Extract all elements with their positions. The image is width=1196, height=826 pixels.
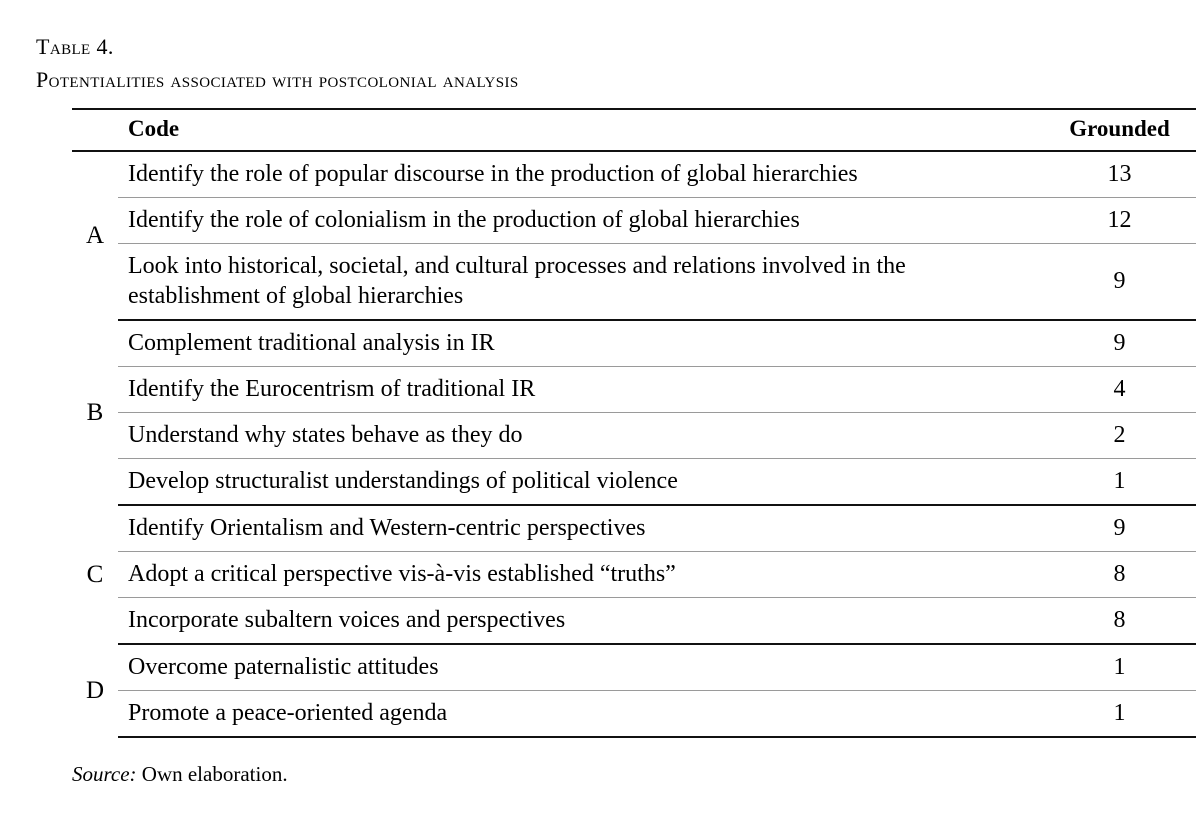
code-cell: Complement traditional analysis in IR bbox=[118, 320, 1043, 367]
table-row bbox=[72, 644, 1196, 691]
grounded-cell: 9 bbox=[1043, 505, 1196, 552]
header-grounded: Grounded bbox=[1043, 109, 1196, 151]
table-row bbox=[72, 598, 1196, 645]
source-label: Source: bbox=[72, 762, 137, 786]
table-row bbox=[72, 198, 1196, 244]
table-row bbox=[72, 320, 1196, 367]
header-group bbox=[72, 109, 118, 151]
grounded-cell: 9 bbox=[1043, 244, 1196, 321]
grounded-cell: 13 bbox=[1043, 151, 1196, 198]
code-cell: Promote a peace-oriented agenda bbox=[118, 691, 1043, 738]
code-cell: Identify the Eurocentrism of traditional IR bbox=[118, 367, 1043, 413]
table-row bbox=[72, 552, 1196, 598]
header-code: Code bbox=[118, 109, 1043, 151]
code-cell: Incorporate subaltern voices and perspectives bbox=[118, 598, 1043, 645]
code-cell: Identify Orientalism and Western-centric perspectives bbox=[118, 505, 1043, 552]
table-header bbox=[72, 109, 1196, 151]
grounded-cell: 12 bbox=[1043, 198, 1196, 244]
code-cell: Look into historical, societal, and cultural processes and relations involved in the establishment of global hierarchies bbox=[118, 244, 1043, 321]
table-row bbox=[72, 459, 1196, 506]
code-cell: Overcome paternalistic attitudes bbox=[118, 644, 1043, 691]
table-row bbox=[72, 691, 1196, 738]
grounded-cell: 9 bbox=[1043, 320, 1196, 367]
table-row bbox=[72, 413, 1196, 459]
potentialities-table bbox=[72, 108, 1196, 738]
table-title: Potentialities associated with postcolonial analysis bbox=[36, 67, 519, 92]
table-row bbox=[72, 505, 1196, 552]
code-cell: Adopt a critical perspective vis-à-vis established “truths” bbox=[118, 552, 1043, 598]
table-source bbox=[36, 762, 1160, 787]
table-body bbox=[72, 151, 1196, 737]
group-label-d: D bbox=[85, 676, 105, 704]
table-row bbox=[72, 367, 1196, 413]
grounded-cell: 4 bbox=[1043, 367, 1196, 413]
grounded-cell: 8 bbox=[1043, 598, 1196, 645]
grounded-cell: 1 bbox=[1043, 691, 1196, 738]
code-cell: Understand why states behave as they do bbox=[118, 413, 1043, 459]
grounded-cell: 1 bbox=[1043, 459, 1196, 506]
source-text: Own elaboration. bbox=[136, 762, 288, 786]
group-label-a: A bbox=[85, 222, 105, 249]
code-cell: Develop structuralist understandings of political violence bbox=[118, 459, 1043, 506]
table-caption bbox=[36, 0, 1160, 96]
code-cell: Identify the role of popular discourse in the production of global hierarchies bbox=[118, 151, 1043, 198]
table-row bbox=[72, 151, 1196, 198]
grounded-cell: 8 bbox=[1043, 552, 1196, 598]
grounded-cell: 2 bbox=[1043, 413, 1196, 459]
group-label-c: C bbox=[86, 560, 104, 588]
header-row bbox=[72, 109, 1196, 151]
grounded-cell: 1 bbox=[1043, 644, 1196, 691]
table-label: Table 4. bbox=[36, 34, 114, 59]
table-row bbox=[72, 244, 1196, 321]
code-cell: Identify the role of colonialism in the production of global hierarchies bbox=[118, 198, 1043, 244]
group-label-b: B bbox=[86, 398, 104, 426]
